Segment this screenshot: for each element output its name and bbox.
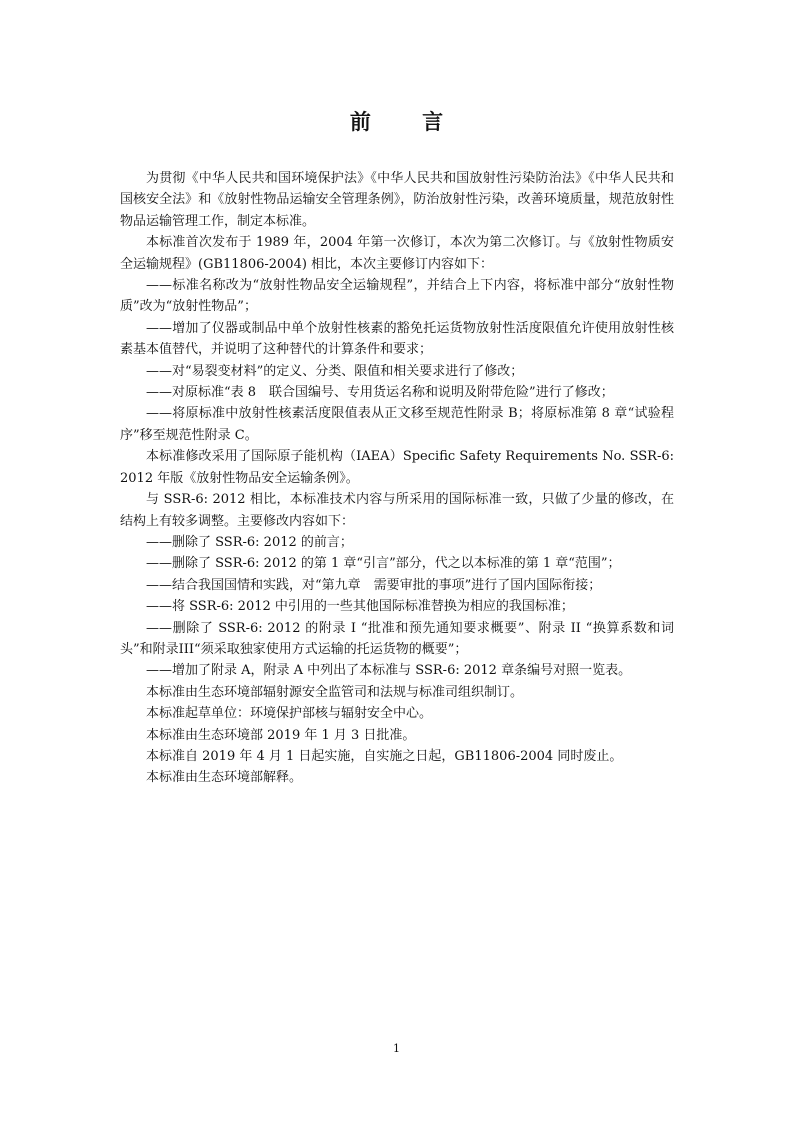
paragraph: 本标准由生态环境部 2019 年 1 月 3 日批准。 xyxy=(146,727,416,743)
list-item: ——将原标准中放射性核素活度限值表从正文移至规范性附录 B；将原标准第 8 章“试验程序”移至规范性附录 C。 xyxy=(120,406,674,443)
paragraph: 为贯彻《中华人民共和国环境保护法》《中华人民共和国放射性污染防治法》《中华人民共和国核安全法》和《放射性物品运输安全管理条例》，防治放射性污染，改善环境质量，规范放射性物品运输管理工作，制定本标准。 xyxy=(120,171,674,229)
page-title: 前 言 xyxy=(349,109,466,134)
list-item: ——对原标准“表 8 联合国编号、专用货运名称和说明及附带危险”进行了修改； xyxy=(146,385,614,401)
document-body xyxy=(120,168,674,789)
paragraph: 本标准首次发布于 1989 年，2004 年第一次修订，本次为第二次修订。与《放射性物质安全运输规程》(GB11806-2004) 相比，本次主要修订内容如下： xyxy=(120,235,674,272)
paragraph: 与 SSR-6: 2012 相比，本标准技术内容与所采用的国际标准一致，只做了少量的修改，在结构上有较多调整。主要修改内容如下： xyxy=(120,492,674,529)
list-item: ——删除了 SSR-6: 2012 的附录 I “批准和预先通知要求概要”、附录 II “换算系数和词头”和附录III“须采取独家使用方式运输的托运货物的概要”； xyxy=(120,620,674,657)
paragraph: 本标准修改采用了国际原子能机构（IAEA）Specific Safety Requirements No. SSR-6: 2012 年版《放射性物品安全运输条例》。 xyxy=(120,449,674,486)
paragraph: 本标准由生态环境部解释。 xyxy=(146,770,303,786)
list-item: ——增加了仪器或制品中单个放射性核素的豁免托运货物放射性活度限值允许使用放射性核素基本值替代，并说明了这种替代的计算条件和要求； xyxy=(120,320,674,358)
paragraph: 本标准由生态环境部辐射源安全监管司和法规与标准司组织制订。 xyxy=(146,684,524,700)
page-number: 1 xyxy=(393,1042,400,1055)
paragraph: 本标准起草单位：环境保护部核与辐射安全中心。 xyxy=(146,706,433,722)
list-item: ——删除了 SSR-6: 2012 的前言； xyxy=(146,534,353,550)
list-item: ——增加了附录 A，附录 A 中列出了本标准与 SSR-6: 2012 章条编号对照一览表。 xyxy=(146,663,632,679)
paragraph: 本标准自 2019 年 4 月 1 日起实施，自实施之日起，GB11806-2004 同时废止。 xyxy=(146,748,623,764)
list-item: ——标准名称改为“放射性物品安全运输规程”，并结合上下内容，将标准中部分“放射性物质”改为“放射性物品”； xyxy=(120,278,674,315)
list-item: ——结合我国国情和实践，对“第九章 需要审批的事项”进行了国内国际衔接； xyxy=(146,577,602,593)
list-item: ——对“易裂变材料”的定义、分类、限值和相关要求进行了修改； xyxy=(146,363,524,379)
list-item: ——删除了 SSR-6: 2012 的第 1 章“引言”部分，代之以本标准的第 1 章“范围”； xyxy=(146,556,621,572)
list-item: ——将 SSR-6: 2012 中引用的一些其他国际标准替换为相应的我国标准； xyxy=(146,599,574,615)
